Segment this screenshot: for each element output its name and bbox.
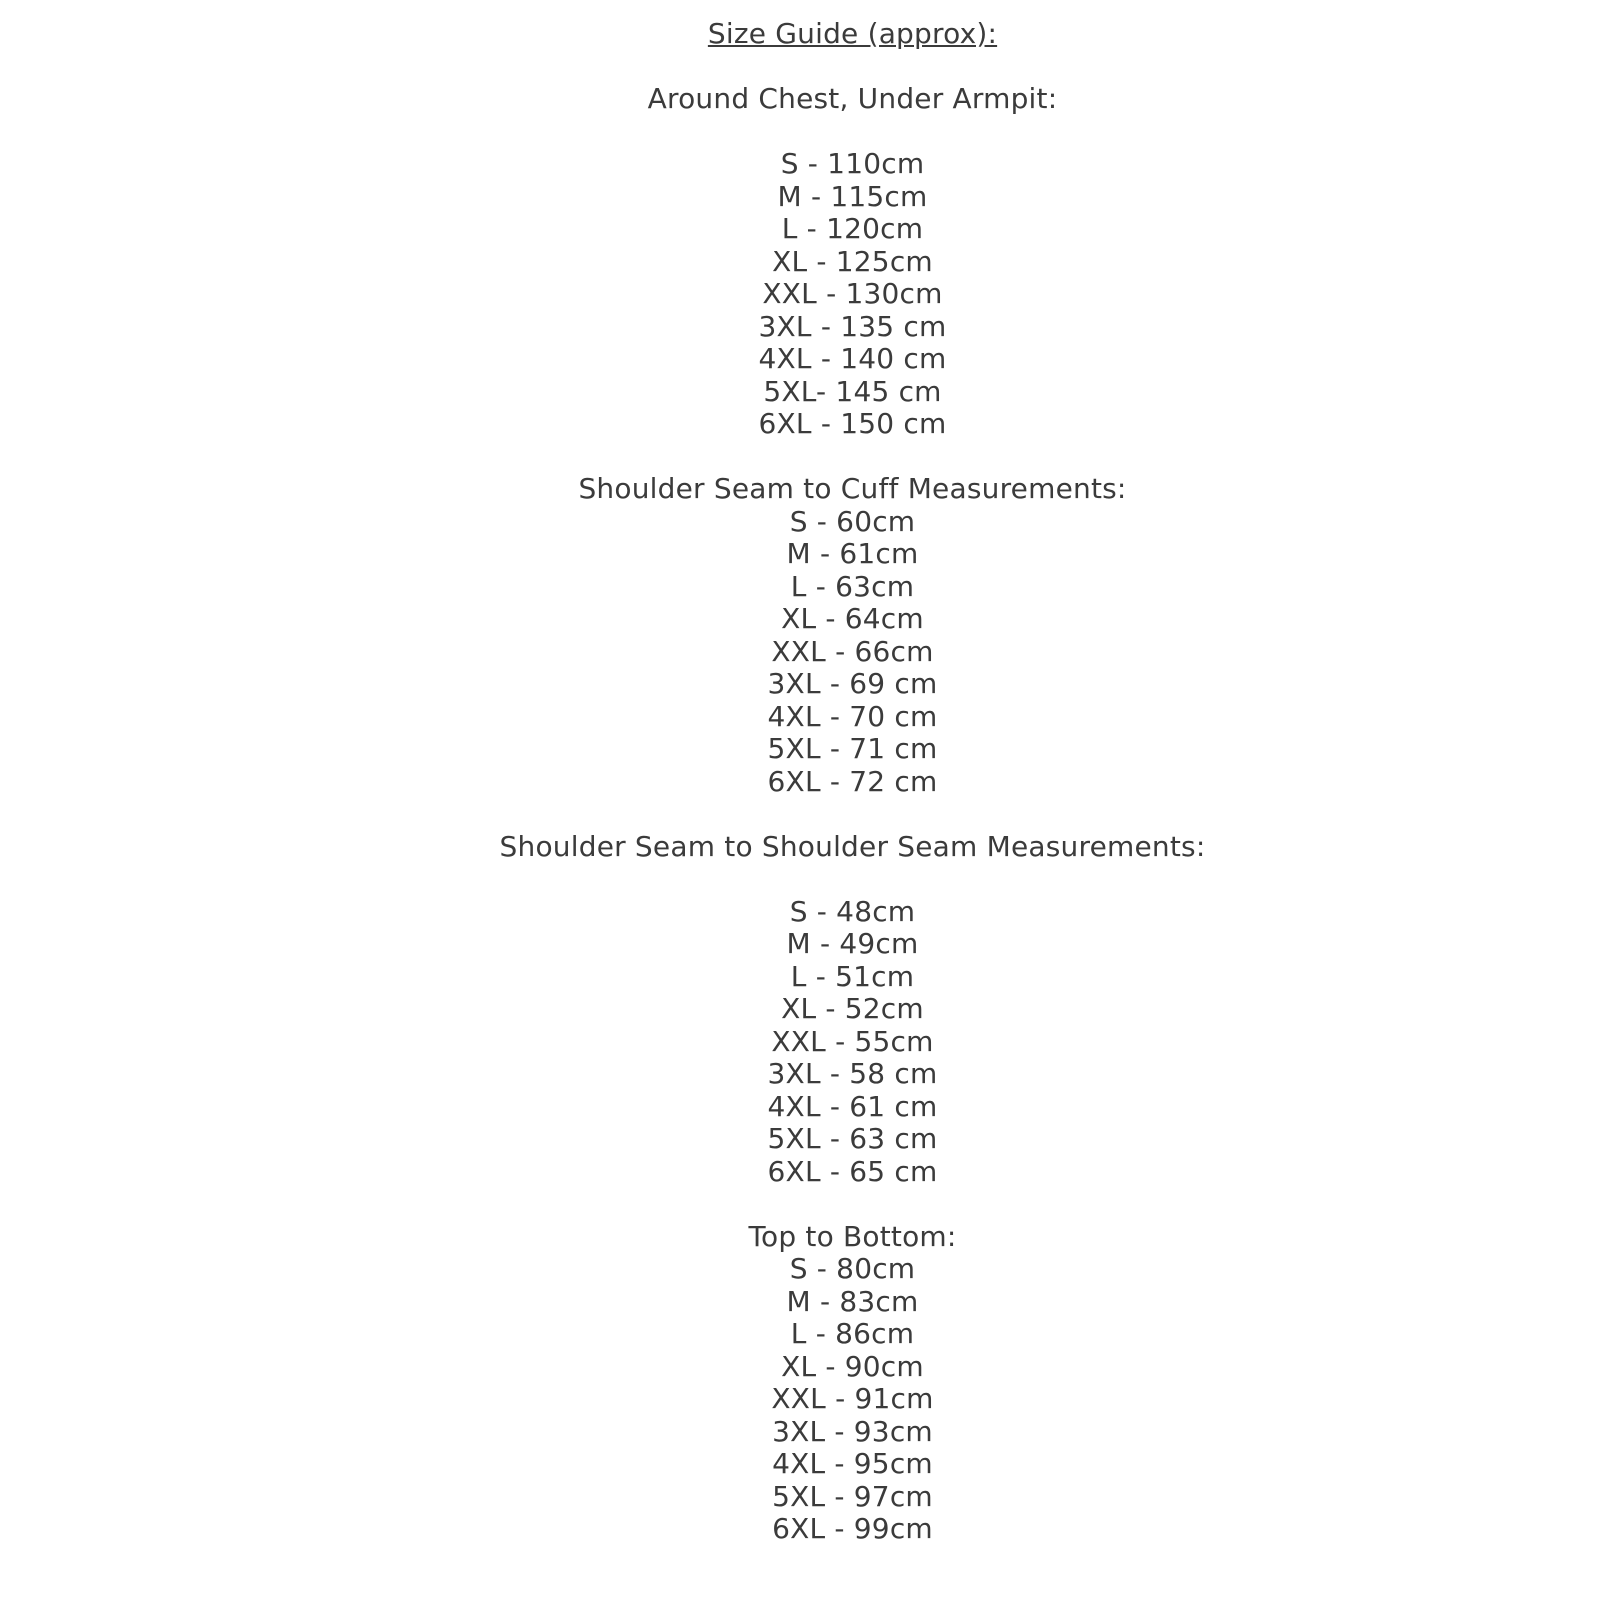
section-heading-shoulder-to-shoulder: Shoulder Seam to Shoulder Seam Measurements: [499, 829, 1206, 863]
size-row-m: M - 83cm [786, 1284, 919, 1318]
size-row-5xl: 5XL - 63 cm [767, 1122, 938, 1155]
size-row-xxl: XXL - 91cm [771, 1382, 934, 1415]
size-row-m: M - 49cm [786, 927, 919, 960]
size-row-s: S - 110cm [780, 147, 925, 180]
spacer [105, 51, 1600, 84]
size-row-4xl: 4XL - 61 cm [767, 1089, 938, 1123]
spacer [105, 798, 1600, 831]
size-row-s: S - 60cm [789, 504, 916, 538]
size-row-3xl: 3XL - 69 cm [767, 667, 938, 700]
size-row-l: L - 51cm [790, 959, 915, 993]
size-row-4xl: 4XL - 140 cm [758, 342, 947, 375]
size-row-xl: XL - 52cm [781, 992, 924, 1025]
size-row-l: L - 63cm [790, 569, 915, 603]
size-row-xl: XL - 90cm [781, 1349, 924, 1383]
section-heading-around-chest: Around Chest, Under Armpit: [647, 82, 1058, 115]
size-row-3xl: 3XL - 135 cm [758, 309, 947, 343]
size-row-5xl: 5XL - 97cm [772, 1479, 933, 1513]
size-row-3xl: 3XL - 58 cm [767, 1057, 938, 1090]
size-row-6xl: 6XL - 99cm [772, 1512, 933, 1545]
spacer [105, 441, 1600, 474]
size-row-l: L - 86cm [790, 1317, 915, 1350]
section-heading-top-to-bottom: Top to Bottom: [748, 1219, 957, 1253]
spacer [105, 1188, 1600, 1221]
size-row-5xl: 5XL- 145 cm [763, 374, 942, 408]
size-row-4xl: 4XL - 95cm [772, 1447, 933, 1480]
size-row-xl: XL - 64cm [781, 602, 924, 635]
size-row-6xl: 6XL - 65 cm [767, 1154, 938, 1188]
size-row-xxl: XXL - 130cm [762, 277, 943, 310]
spacer [105, 116, 1600, 149]
size-row-s: S - 80cm [789, 1252, 916, 1285]
size-row-5xl: 5XL - 71 cm [767, 732, 938, 765]
size-row-l: L - 120cm [781, 212, 924, 245]
size-row-m: M - 115cm [777, 179, 928, 213]
spacer [105, 863, 1600, 896]
size-row-4xl: 4XL - 70 cm [767, 699, 938, 733]
size-row-xxl: XXL - 55cm [771, 1024, 934, 1058]
section-heading-shoulder-to-cuff: Shoulder Seam to Cuff Measurements: [578, 472, 1127, 505]
size-row-xxl: XXL - 66cm [771, 634, 934, 668]
size-row-m: M - 61cm [786, 537, 919, 570]
page-title-text: Size Guide (approx): [707, 17, 998, 50]
size-row-3xl: 3XL - 93cm [772, 1414, 933, 1448]
size-row-s: S - 48cm [789, 894, 916, 928]
size-row-6xl: 6XL - 72 cm [767, 764, 938, 798]
size-row-6xl: 6XL - 150 cm [758, 407, 947, 440]
page-title [105, 18, 1600, 51]
size-row-xl: XL - 125cm [772, 244, 933, 278]
